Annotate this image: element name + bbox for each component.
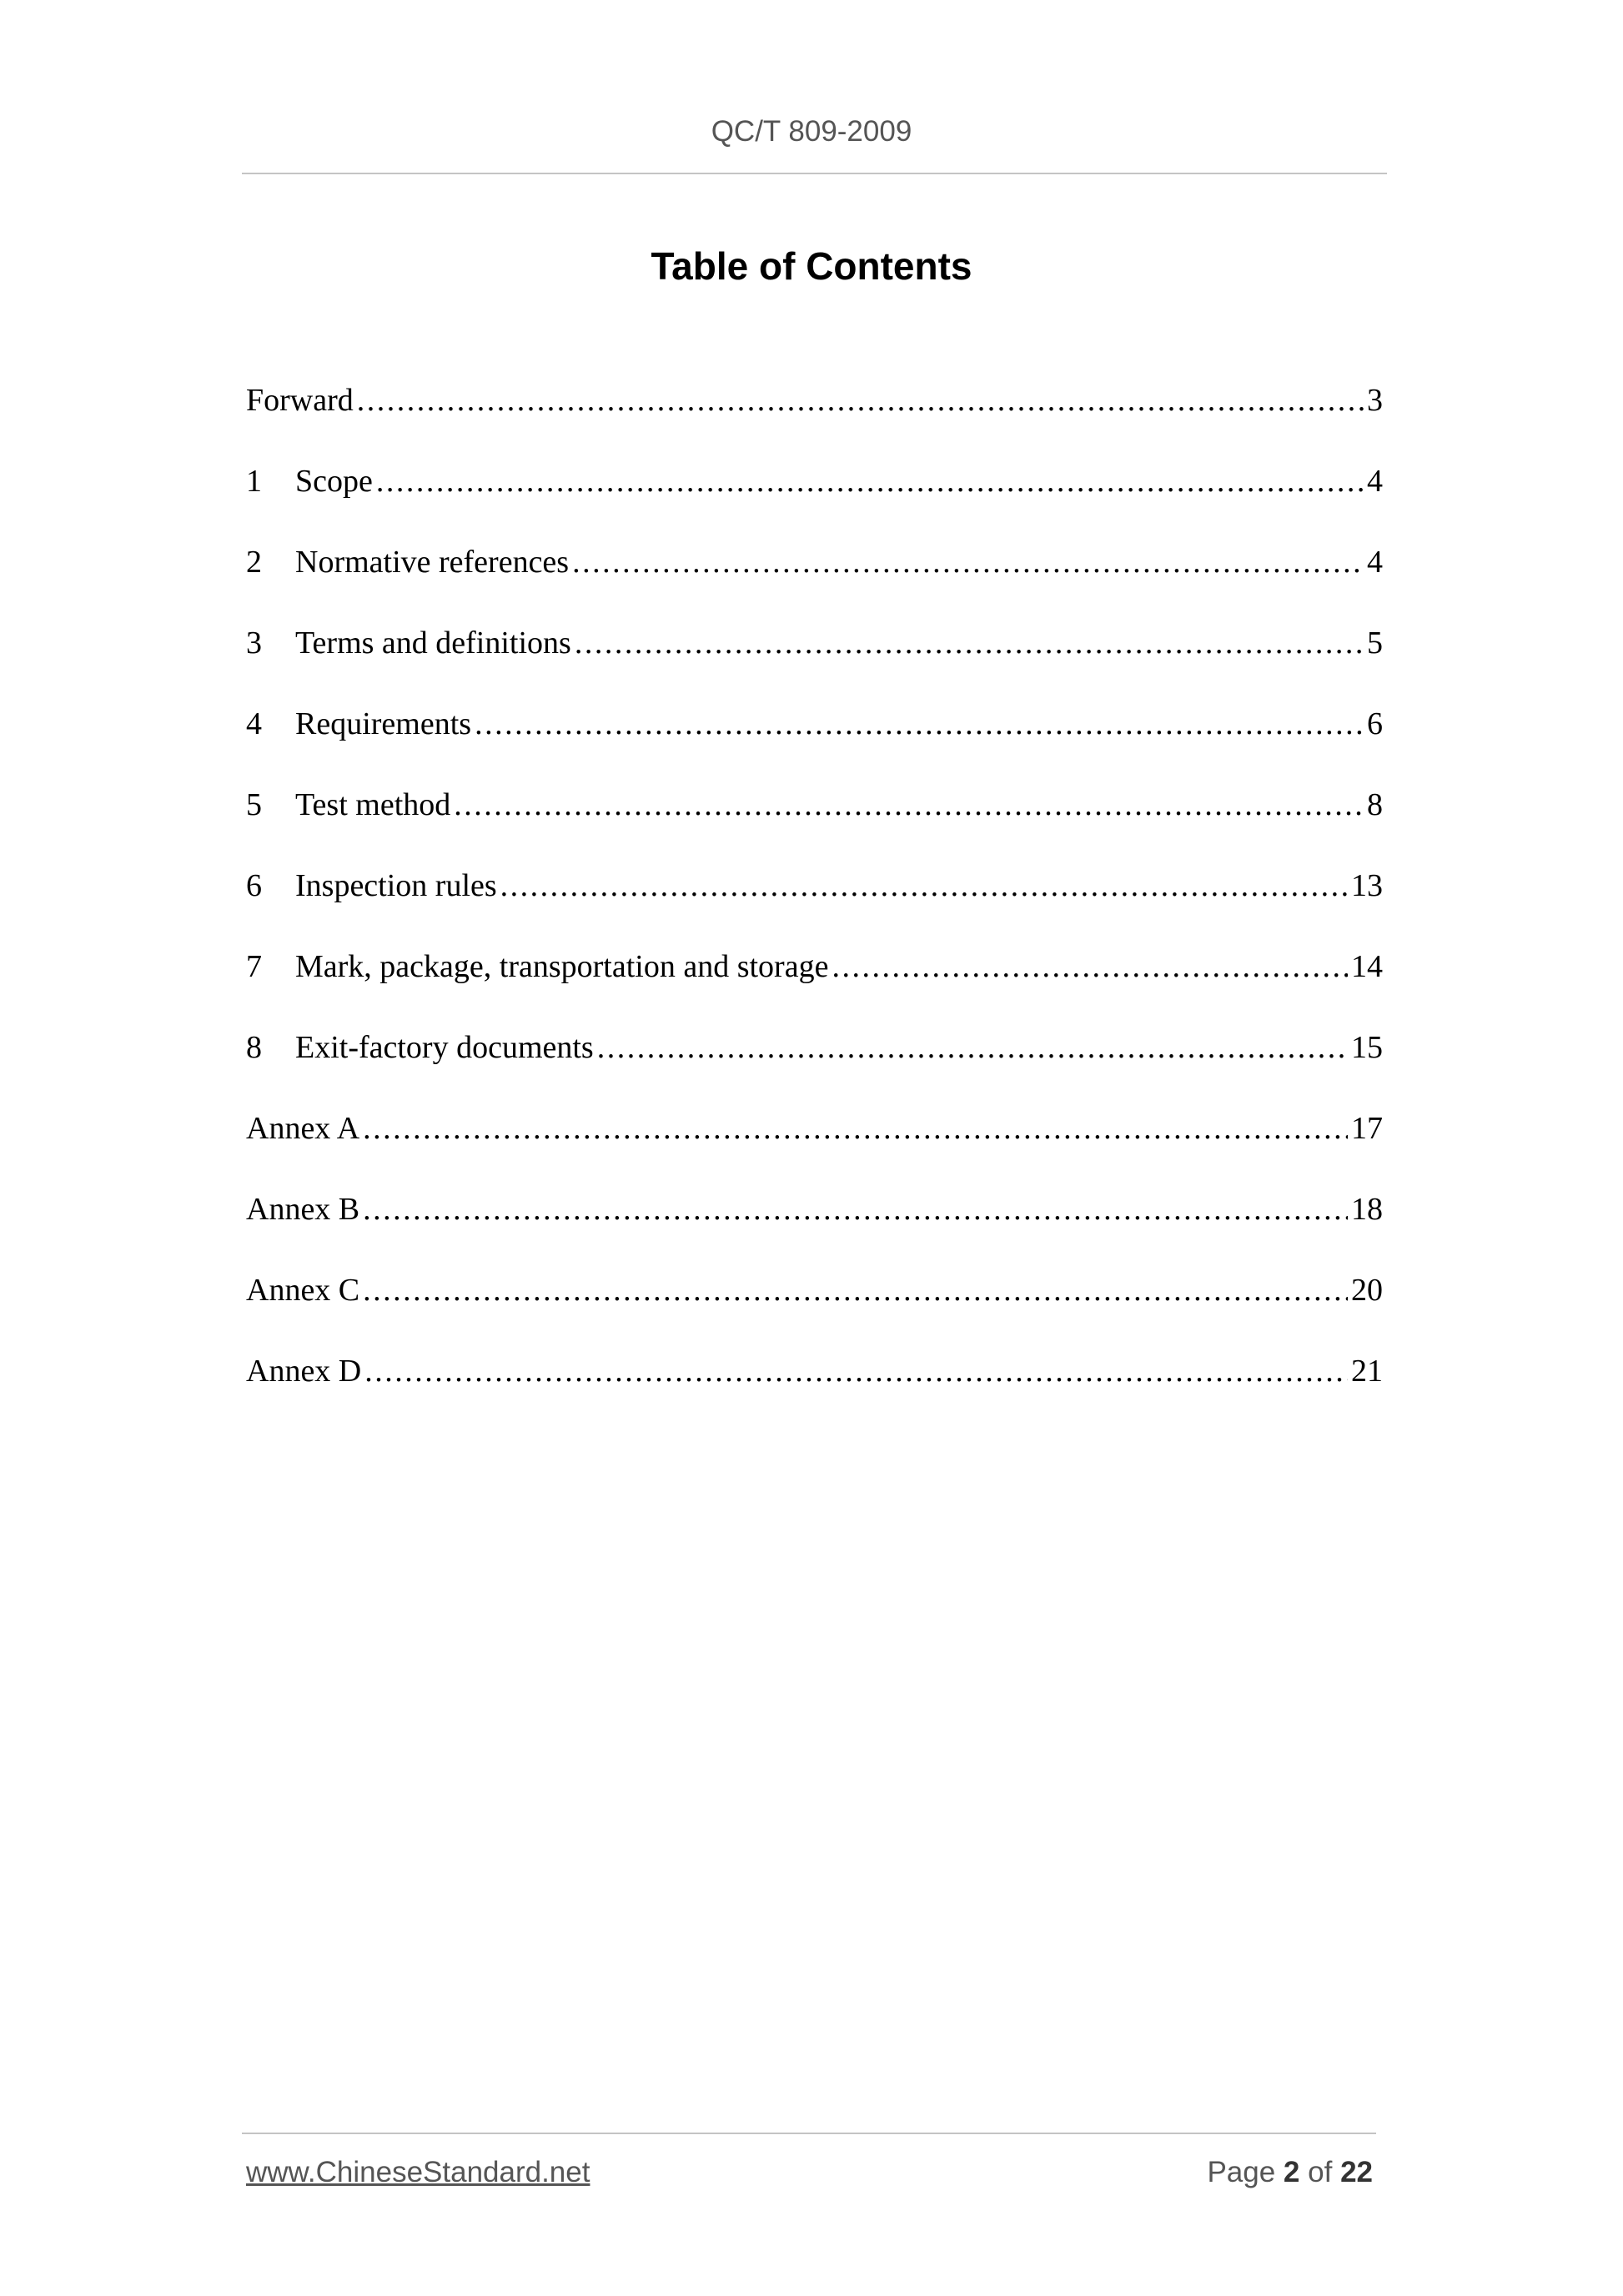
toc-dot-leader: [500, 865, 1348, 907]
toc-entry-page: 15: [1351, 1030, 1383, 1065]
current-page: 2: [1283, 2156, 1300, 2188]
toc-entry-label: Mark, package, transportation and storage: [295, 949, 829, 984]
toc-entry-label: Annex B: [246, 1192, 360, 1227]
footer-website-link[interactable]: www.ChineseStandard.net: [246, 2156, 590, 2188]
toc-entry-number: 3: [246, 625, 262, 661]
toc-entry-page: 20: [1351, 1273, 1383, 1308]
toc-entry-label: Forward: [246, 383, 354, 418]
toc-dot-leader: [364, 1350, 1348, 1392]
toc-entry-annex-a[interactable]: [246, 1108, 1383, 1188]
toc-dot-leader: [832, 946, 1348, 987]
header-divider: [242, 173, 1387, 174]
toc-entry-page: 5: [1367, 625, 1383, 661]
footer-page-number: [1207, 2156, 1373, 2189]
footer-divider: [242, 2133, 1376, 2134]
toc-dot-leader: [357, 379, 1364, 421]
toc-entry-number: 7: [246, 949, 262, 984]
page-title: Table of Contents: [651, 244, 972, 288]
toc-entry-label: Normative references: [295, 545, 570, 580]
toc-entry-page: 21: [1351, 1354, 1383, 1389]
toc-entry-annex-c[interactable]: [246, 1269, 1383, 1350]
toc-entry-terms-and-definitions[interactable]: [246, 622, 1383, 703]
toc-entry-label: Inspection rules: [295, 868, 497, 903]
toc-dot-leader: [363, 1188, 1348, 1230]
toc-dot-leader: [475, 703, 1364, 745]
toc-entry-number: 1: [246, 464, 262, 499]
toc-entry-page: 17: [1351, 1111, 1383, 1146]
toc-entry-normative-references[interactable]: [246, 541, 1383, 622]
toc-entry-label: Test method: [295, 787, 451, 822]
header-standard-code: QC/T 809-2009: [711, 115, 912, 148]
page-of: of: [1308, 2156, 1333, 2188]
toc-entry-forward[interactable]: [246, 379, 1383, 460]
toc-entry-label: Annex A: [246, 1111, 360, 1146]
toc-entry-test-method[interactable]: [246, 784, 1383, 865]
toc-entry-mark-package[interactable]: [246, 946, 1383, 1027]
toc-entry-page: 4: [1367, 464, 1383, 499]
table-of-contents: [246, 379, 1383, 1431]
toc-entry-scope[interactable]: [246, 460, 1383, 541]
toc-dot-leader: [363, 1108, 1348, 1149]
toc-entry-label: Requirements: [295, 706, 472, 741]
toc-entry-label: Annex C: [246, 1273, 360, 1308]
toc-entry-label: Terms and definitions: [295, 625, 571, 661]
toc-dot-leader: [363, 1269, 1348, 1311]
toc-entry-number: 6: [246, 868, 262, 903]
page-prefix: Page: [1207, 2156, 1276, 2188]
toc-entry-page: 3: [1367, 383, 1383, 418]
toc-entry-page: 14: [1351, 949, 1383, 984]
toc-entry-page: 18: [1351, 1192, 1383, 1227]
toc-entry-number: 5: [246, 787, 262, 822]
toc-entry-requirements[interactable]: [246, 703, 1383, 784]
toc-entry-label: Scope: [295, 464, 373, 499]
toc-entry-annex-b[interactable]: [246, 1188, 1383, 1269]
toc-entry-page: 8: [1367, 787, 1383, 822]
toc-entry-annex-d[interactable]: [246, 1350, 1383, 1431]
toc-entry-label: Annex D: [246, 1354, 362, 1389]
toc-dot-leader: [454, 784, 1364, 826]
toc-dot-leader: [376, 460, 1364, 502]
total-pages: 22: [1340, 2156, 1373, 2188]
toc-entry-number: 8: [246, 1030, 262, 1065]
toc-entry-inspection-rules[interactable]: [246, 865, 1383, 946]
toc-entry-number: 4: [246, 706, 262, 741]
toc-dot-leader: [597, 1027, 1348, 1068]
toc-entry-page: 6: [1367, 706, 1383, 741]
toc-entry-label: Exit-factory documents: [295, 1030, 594, 1065]
toc-entry-exit-factory-documents[interactable]: [246, 1027, 1383, 1108]
toc-entry-page: 4: [1367, 545, 1383, 580]
toc-dot-leader: [575, 622, 1364, 664]
toc-dot-leader: [572, 541, 1364, 583]
toc-entry-page: 13: [1351, 868, 1383, 903]
toc-entry-number: 2: [246, 545, 262, 580]
